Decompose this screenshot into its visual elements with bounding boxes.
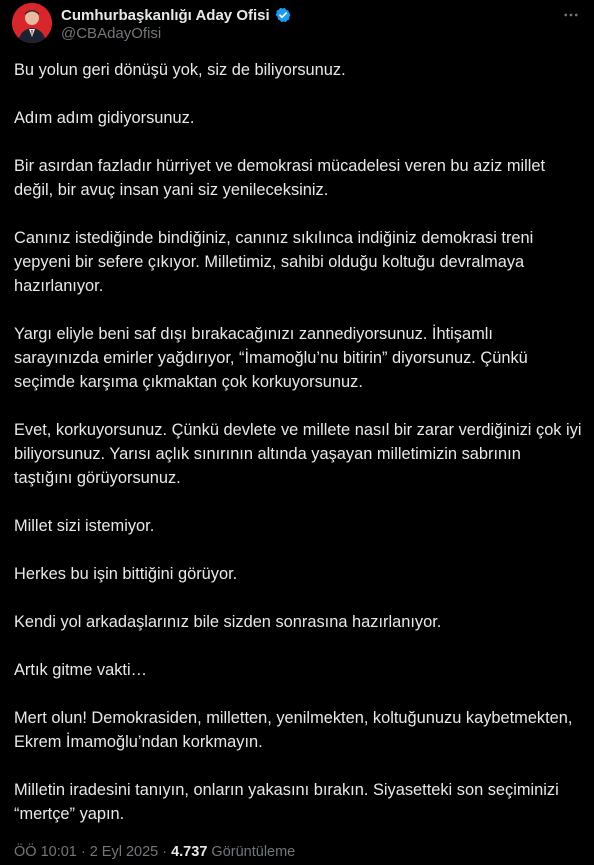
author-handle[interactable]: @CBAdayOfisi [61, 25, 162, 42]
tweet-time[interactable]: ÖÖ 10:01 [14, 844, 77, 860]
author-name-row [61, 5, 292, 25]
views-label: Görüntüleme [211, 844, 296, 860]
tweet-paragraph: Bu yolun geri dönüşü yok, siz de biliyorsunuz. [14, 61, 346, 79]
tweet-text [14, 58, 582, 826]
author-name[interactable]: Cumhurbaşkanlığı Aday Ofisi [61, 6, 270, 24]
tweet-paragraph: Mert olun! Demokrasiden, milletten, yenilmekten, koltuğunuzu kaybetmekten, Ekrem İmamoğlu’ndan korkmayın. [14, 709, 573, 751]
tweet-paragraph: Adım adım gidiyorsunuz. [14, 109, 195, 127]
avatar-image [12, 3, 52, 43]
tweet-paragraph: Yargı eliyle beni saf dışı bırakacağınızı zannediyorsunuz. İhtişamlı sarayınızda emirler yağdırıyor, “İmamoğlu’nu bitirin” diyorsunuz. Çünkü seçimde karşıma çıkmaktan çok korkuyorsunuz. [14, 325, 528, 391]
tweet-paragraph: Artık gitme vakti… [14, 661, 147, 679]
tweet-paragraph: Canınız istediğinde bindiğiniz, canınız sıkılınca indiğiniz demokrasi treni yepyeni bir sefere çıkıyor. Milletimiz, sahibi olduğu koltuğu devralmaya hazırlanıyor. [14, 229, 534, 295]
tweet-paragraph: Kendi yol arkadaşlarınız bile sizden sonrasına hazırlanıyor. [14, 613, 442, 631]
tweet-date[interactable]: 2 Eyl 2025 [89, 844, 159, 860]
tweet-paragraph: Herkes bu işin bittiğini görüyor. [14, 565, 238, 583]
tweet-paragraph: Millet sizi istemiyor. [14, 517, 155, 535]
tweet-header [0, 0, 594, 54]
tweet-meta [14, 842, 295, 862]
views-count: 4.737 [171, 844, 208, 860]
meta-separator: · [80, 844, 86, 860]
meta-separator: · [162, 844, 168, 860]
tweet-paragraph: Evet, korkuyorsunuz. Çünkü devlete ve millete nasıl bir zarar verdiğinizi çok iyi biliyorsunuz. Yarısı açlık sınırının altında yaşayan milletimizin sabrının taştığını görüyorsunuz. [14, 421, 582, 487]
avatar[interactable] [12, 3, 52, 43]
more-options-icon[interactable] [560, 4, 582, 26]
tweet-paragraph: Milletin iradesini tanıyın, onların yakasını bırakın. Siyasetteki son seçiminizi “mertçe” yapın. [14, 781, 559, 823]
tweet-paragraph: Bir asırdan fazladır hürriyet ve demokrasi mücadelesi veren bu aziz millet değil, bir avuç insan yani siz yenileceksiniz. [14, 157, 546, 199]
verified-badge-icon [274, 6, 292, 24]
